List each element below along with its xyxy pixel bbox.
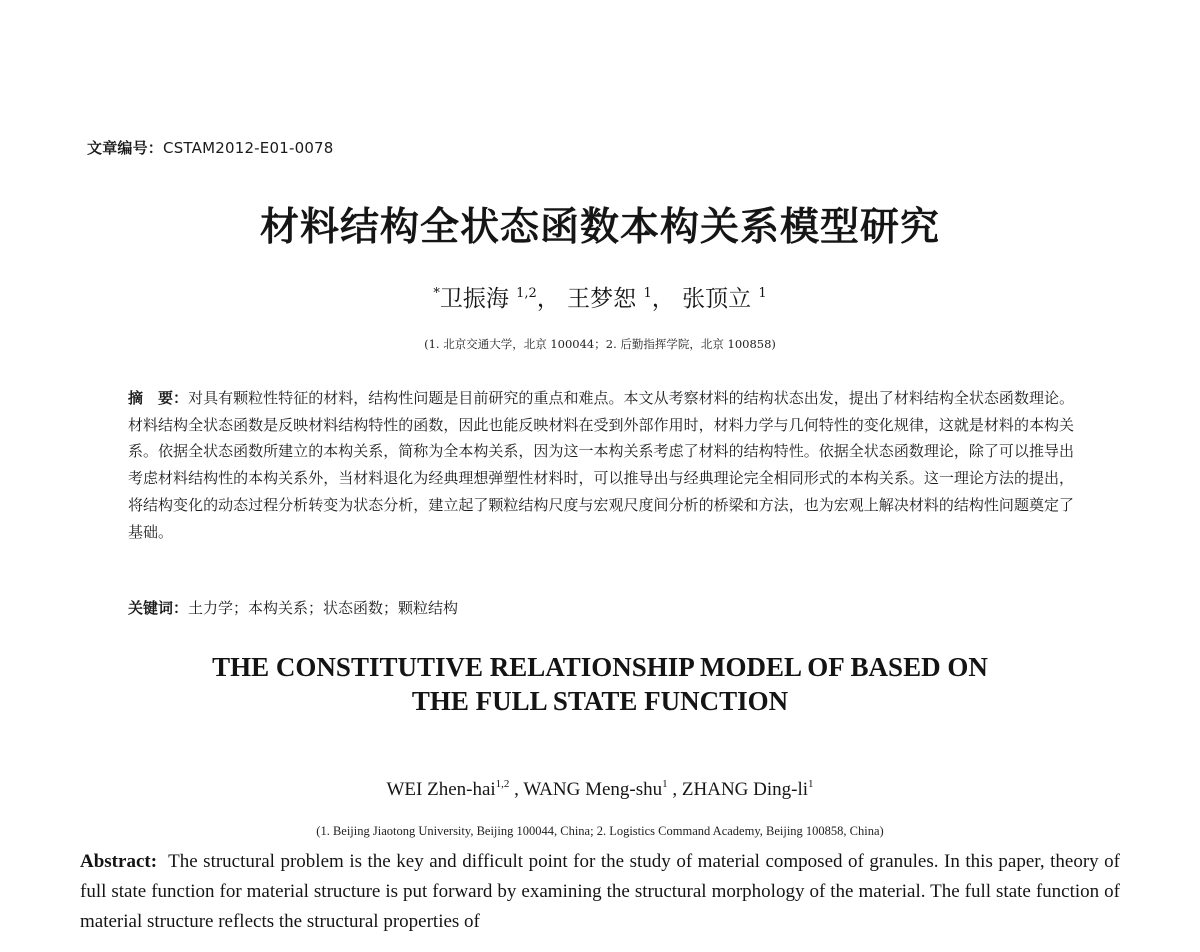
english-title (0, 650, 1200, 718)
author-name: 王梦恕 (567, 286, 637, 312)
corresponding-author-mark: * (433, 286, 440, 301)
english-abstract (80, 847, 1120, 937)
author-name: 卫振海 (439, 286, 509, 312)
author-name: 张顶立 (682, 286, 752, 312)
author-affiliation-index: 1 (643, 286, 652, 301)
author-name: WEI Zhen-hai (386, 779, 496, 800)
chinese-abstract-text: 对具有颗粒性特征的材料，结构性问题是目前研究的重点和难点。本文从考察材料的结构状态出发，提出了材料结构全状态函数理论。材料结构全状态函数是反映材料结构特性的函数，因此也能反映材料在受到外部作用时，材料力学与几何特性的变化规律，这就是材料的本构关系。依据全状态函数所建立的本构关系，简称为全本构关系，因为这一本构关系考虑了材料的结构特性。依据全状态函数理论，除了可以推导出考虑材料结构性的本构关系外，当材料退化为经典理想弹塑性材料时，可以推导出与经典理论完全相同形式的本构关系。这一理论方法的提出，将结构变化的动态过程分析转变为状态分析，建立起了颗粒结构尺度与宏观尺度间分析的桥梁和方法，也为宏观上解决材料的结构性问题奠定了基础。 (128, 389, 1074, 541)
chinese-authors (0, 280, 1200, 313)
author-name: ZHANG Ding-li (681, 779, 809, 800)
author-affiliation-index: 1 (662, 778, 668, 790)
chinese-keywords-label: 关键词： (128, 599, 189, 617)
author-separator: ， (651, 286, 675, 312)
chinese-keywords (128, 597, 458, 618)
article-number (87, 137, 334, 158)
author-affiliation-index: 1,2 (516, 286, 537, 301)
english-authors (0, 778, 1200, 801)
english-abstract-label: Abstract: (80, 851, 158, 872)
author-separator: ， (536, 286, 560, 312)
english-title-line-1: THE CONSTITUTIVE RELATIONSHIP MODEL OF BASED ON (212, 652, 988, 682)
english-title-line-2: THE FULL STATE FUNCTION (411, 686, 789, 716)
author-separator: , (667, 779, 682, 800)
chinese-keywords-text: 土力学；本构关系；状态函数；颗粒结构 (188, 599, 459, 617)
chinese-title: 材料结构全状态函数本构关系模型研究 (259, 205, 940, 250)
article-number-label: 文章编号： (87, 139, 164, 157)
english-affiliation: (1. Beijing Jiaotong University, Beijing 100044, China; 2. Logistics Command Academy, Beijing 100858, China) (316, 824, 884, 838)
article-number-value: CSTAM2012-E01-0078 (163, 139, 334, 157)
author-affiliation-index: 1,2 (495, 778, 510, 790)
author-separator: , (509, 779, 524, 800)
author-affiliation-index: 1 (808, 778, 814, 790)
english-abstract-text: The structural problem is the key and difficult point for the study of material composed of granules. In this paper, theory of full state function for material structure is put forward by examining the structural morphology of the material. The full state function of material structure reflects the structural properties of (80, 851, 1121, 932)
author-name: WANG Meng-shu (523, 779, 663, 800)
chinese-affiliation: (1. 北京交通大学，北京 100044；2. 后勤指挥学院，北京 100858) (424, 337, 776, 351)
author-affiliation-index: 1 (758, 286, 767, 301)
chinese-abstract (128, 385, 1074, 545)
chinese-abstract-label: 摘 要： (128, 389, 189, 407)
